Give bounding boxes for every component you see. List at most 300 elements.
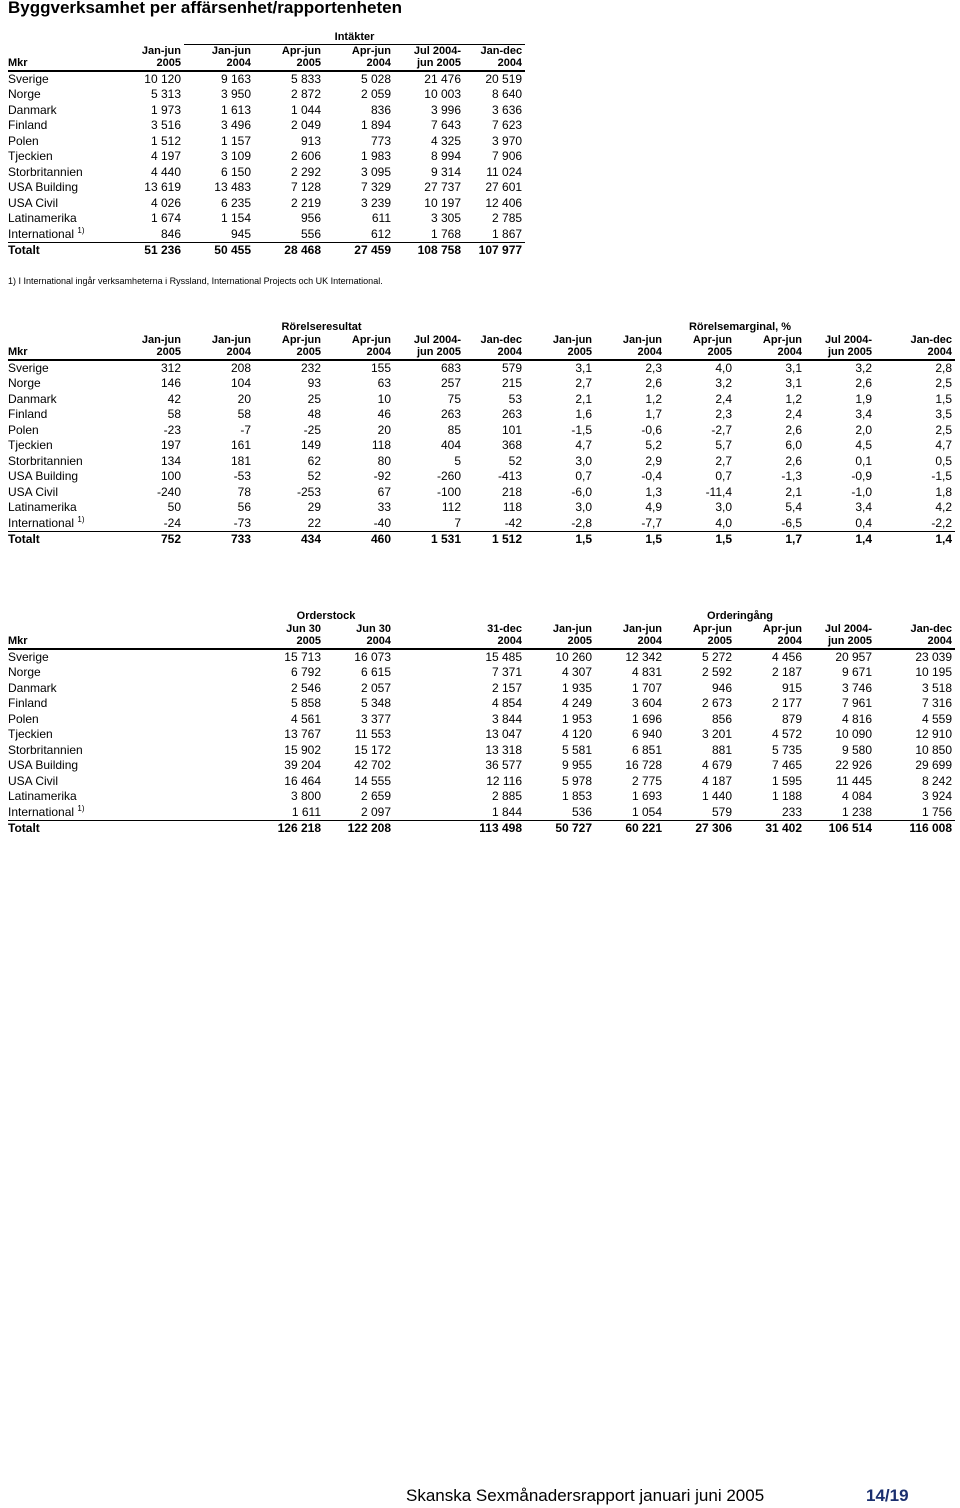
column-header xyxy=(324,45,394,72)
total-cell: 752 xyxy=(160,531,181,546)
table-cell: 5 581 xyxy=(561,742,593,757)
table-cell: -92 xyxy=(373,469,391,484)
table-cell: 1 440 xyxy=(701,789,733,804)
table-cell: 13 318 xyxy=(485,742,523,757)
total-cell: 107 977 xyxy=(478,242,523,257)
table-cell: 3,1 xyxy=(575,361,593,375)
table-cell: 3 305 xyxy=(430,211,461,226)
row-label-text: Finland xyxy=(8,118,48,133)
table-cell: 2,6 xyxy=(855,376,873,391)
table-cell: 232 xyxy=(300,361,321,375)
column-header-line1: Jan-dec xyxy=(910,623,953,635)
table-row xyxy=(8,681,955,696)
table-cell: 4,5 xyxy=(855,438,873,453)
table-cell: 11 445 xyxy=(836,773,873,788)
total-label: Totalt xyxy=(8,242,40,257)
row-label xyxy=(8,805,188,821)
spacer xyxy=(8,30,118,45)
column-header-line1: Apr-jun xyxy=(351,45,391,57)
column-header xyxy=(805,334,875,360)
table-cell: 4 120 xyxy=(561,727,593,742)
table-cell: 263 xyxy=(440,407,461,422)
table-cell: 2 546 xyxy=(290,680,321,695)
row-label xyxy=(8,71,118,87)
column-header-line1: 31-dec xyxy=(487,623,523,635)
column-header-line1: Jul 2004- xyxy=(824,334,873,346)
total-cell: 122 208 xyxy=(347,820,391,835)
column-header-line2: 2005 xyxy=(707,346,733,358)
total-row xyxy=(8,531,955,547)
row-label xyxy=(8,649,188,665)
table-cell: 2,6 xyxy=(645,376,663,391)
table-cell: 2 872 xyxy=(290,87,321,102)
total-cell: 51 236 xyxy=(144,242,181,257)
table-cell: -11,4 xyxy=(705,484,733,499)
table-cell: 67 xyxy=(377,484,391,499)
table-cell: -1,5 xyxy=(931,469,953,484)
table-cell: 6 851 xyxy=(631,742,663,757)
total-cell: 1,7 xyxy=(785,531,803,546)
table-row xyxy=(8,423,955,438)
row-label-text: USA Building xyxy=(8,469,79,484)
table-cell: 4 816 xyxy=(841,711,873,726)
column-header-line1: Jan-jun xyxy=(141,334,181,346)
table-cell: 20 xyxy=(377,422,391,437)
table-cell: 2 097 xyxy=(324,805,394,821)
row-label-text: USA Building xyxy=(8,758,79,773)
row-label xyxy=(8,485,118,500)
footnote-ref: 1) xyxy=(77,514,85,524)
row-label xyxy=(8,516,118,532)
row-label xyxy=(8,407,118,422)
row-label xyxy=(8,165,118,180)
column-header-line1: Jan-jun xyxy=(622,334,663,346)
total-cell: 116 008 xyxy=(909,820,953,835)
table-row xyxy=(8,469,955,484)
column-header xyxy=(805,623,875,649)
column-header-line1: Apr-jun xyxy=(762,334,803,346)
column-header-line2: jun 2005 xyxy=(828,346,873,358)
table-cell: -260 xyxy=(436,469,461,484)
column-header xyxy=(464,45,525,72)
table-cell: 4 026 xyxy=(150,195,181,210)
column-header-line2: 2004 xyxy=(366,57,391,69)
table-cell: 233 xyxy=(735,805,805,821)
table-cell: 2,7 xyxy=(575,376,593,391)
row-label xyxy=(8,665,188,680)
table-cell: 2,1 xyxy=(785,484,803,499)
table-cell: 85 xyxy=(447,422,461,437)
total-cell: 27 306 xyxy=(695,820,733,835)
table-cell: 10 260 xyxy=(555,650,593,664)
table-cell: 1 696 xyxy=(631,711,663,726)
column-header xyxy=(665,334,735,360)
table-cell: -1,3 xyxy=(781,469,803,484)
table-cell: 27 601 xyxy=(485,180,523,195)
table-row xyxy=(8,71,525,87)
row-label-text: International xyxy=(8,515,75,530)
column-header xyxy=(735,334,805,360)
table-cell: 3 996 xyxy=(430,102,461,117)
table-cell: 100 xyxy=(160,469,181,484)
column-header-line2: 2004 xyxy=(497,635,523,647)
table-cell: 12 406 xyxy=(485,195,523,210)
table-cell: 4,7 xyxy=(575,438,593,453)
table-row xyxy=(8,376,955,391)
table-cell: 58 xyxy=(167,407,181,422)
row-label xyxy=(8,743,188,758)
table-cell: 16 464 xyxy=(284,773,321,788)
row-label xyxy=(8,118,118,133)
table-row xyxy=(8,712,955,727)
table-cell: 1 188 xyxy=(771,789,803,804)
table-cell: 579 xyxy=(665,805,735,821)
row-label xyxy=(8,696,188,711)
column-header xyxy=(665,623,735,649)
table-cell: 2 049 xyxy=(290,118,321,133)
table-cell: 3 970 xyxy=(492,133,523,148)
column-header-line1: Jul 2004- xyxy=(413,334,461,346)
total-cell: 28 468 xyxy=(284,242,321,257)
row-label-text: Storbritannien xyxy=(8,453,83,468)
table-cell: 15 902 xyxy=(284,742,321,757)
table-cell: 3,0 xyxy=(575,500,593,515)
column-header-line1: Jan-dec xyxy=(480,45,523,57)
unit-label: Mkr xyxy=(8,45,118,72)
table-cell: 1 512 xyxy=(150,133,181,148)
table-cell: 1,5 xyxy=(935,391,953,406)
table-cell: 118 xyxy=(371,438,391,453)
table-cell: 2 775 xyxy=(631,773,663,788)
order-table xyxy=(8,609,955,836)
total-cell: 50 455 xyxy=(214,242,251,257)
table-row xyxy=(8,438,955,453)
column-header-line2: 2004 xyxy=(777,346,803,358)
table-cell: 16 728 xyxy=(625,758,663,773)
table-row xyxy=(8,392,955,407)
row-label-text: Latinamerika xyxy=(8,500,77,515)
row-label-text: Finland xyxy=(8,696,48,711)
column-header-row xyxy=(8,334,955,360)
total-cell: 113 498 xyxy=(479,820,523,835)
row-label-text: Tjeckien xyxy=(8,438,53,453)
column-header-line1: Jan-jun xyxy=(622,623,663,635)
row-label xyxy=(8,423,118,438)
column-header xyxy=(324,623,394,649)
table-cell: 1 674 xyxy=(150,211,181,226)
row-label xyxy=(8,469,118,484)
table-cell: 15 713 xyxy=(284,650,321,664)
column-header-line2: 2004 xyxy=(777,635,803,647)
table-row xyxy=(8,743,955,758)
column-header-line1: Apr-jun xyxy=(281,45,321,57)
spacer xyxy=(8,320,118,334)
row-label-text: Sverige xyxy=(8,361,49,375)
table-cell: 6 150 xyxy=(220,164,251,179)
table-cell: 48 xyxy=(307,407,321,422)
table-cell: 33 xyxy=(377,500,391,515)
table-cell: 263 xyxy=(502,407,523,422)
table-cell: 2 785 xyxy=(492,211,523,226)
table-cell: 13 619 xyxy=(144,180,181,195)
row-label xyxy=(8,727,188,742)
table-cell: 42 702 xyxy=(354,758,391,773)
table-cell: 11 024 xyxy=(486,164,523,179)
column-header-line1: Jan-jun xyxy=(141,45,181,57)
table-cell: 1,3 xyxy=(645,484,663,499)
total-label: Totalt xyxy=(8,820,40,835)
table-cell: 10 120 xyxy=(144,72,181,86)
total-cell: 27 459 xyxy=(354,242,391,257)
table-cell: -1,5 xyxy=(571,422,593,437)
column-header-line1: Jan-jun xyxy=(211,334,251,346)
table-row xyxy=(8,516,955,532)
column-header-line1: Jan-jun xyxy=(552,623,593,635)
table-cell: 3,4 xyxy=(855,500,873,515)
column-header-line2: 2005 xyxy=(156,346,181,358)
table-cell: 8 994 xyxy=(430,149,461,164)
table-cell: 13 047 xyxy=(485,727,523,742)
table-cell: 3 950 xyxy=(220,87,251,102)
table-cell: 10 850 xyxy=(915,742,953,757)
table-cell: 1 756 xyxy=(875,805,955,821)
total-cell: 1,5 xyxy=(645,531,663,546)
table-row xyxy=(8,87,525,102)
footnote: 1) I International ingår verksamheterna i Ryssland, International Projects och UK International. xyxy=(8,276,383,286)
row-label-text: Polen xyxy=(8,711,39,726)
unit-label: Mkr xyxy=(8,623,188,649)
row-label xyxy=(8,360,118,376)
table-cell: 3 844 xyxy=(491,711,523,726)
column-header-line2: jun 2005 xyxy=(827,635,873,647)
group-header-row xyxy=(8,320,955,334)
table-cell: 4,0 xyxy=(665,516,735,532)
table-cell: 1 973 xyxy=(150,102,181,117)
row-label-text: Sverige xyxy=(8,650,49,664)
table-cell: -6,0 xyxy=(571,484,593,499)
table-cell: 4 197 xyxy=(150,149,181,164)
row-label xyxy=(8,196,118,211)
column-header-line2: 2004 xyxy=(366,635,391,647)
table-cell: 101 xyxy=(502,422,523,437)
column-header xyxy=(394,623,464,649)
total-cell: 460 xyxy=(370,531,391,546)
table-row xyxy=(8,789,955,804)
total-cell: 106 514 xyxy=(828,820,873,835)
group-title: Intäkter xyxy=(184,30,525,45)
table-cell: 5,2 xyxy=(645,438,663,453)
table-cell: 2 177 xyxy=(771,696,803,711)
table-cell: 7 xyxy=(394,516,464,532)
table-cell: 5,4 xyxy=(785,500,803,515)
table-cell: 4 249 xyxy=(561,696,593,711)
row-label-text: Latinamerika xyxy=(8,789,77,804)
table-cell: 3 516 xyxy=(150,118,181,133)
total-cell: 50 727 xyxy=(555,820,593,835)
footnote-ref: 1) xyxy=(77,225,85,235)
table-row xyxy=(8,649,955,665)
table-cell: 5 xyxy=(454,453,461,468)
table-row xyxy=(8,196,525,211)
table-cell: 1 157 xyxy=(220,133,251,148)
table-cell: 9 671 xyxy=(841,665,873,680)
table-cell: 9 163 xyxy=(220,72,251,86)
table-cell: 3 496 xyxy=(220,118,251,133)
table-cell: 75 xyxy=(447,391,461,406)
row-label-text: Polen xyxy=(8,422,39,437)
table-cell: 1 853 xyxy=(561,789,593,804)
table-cell xyxy=(394,696,464,711)
table-cell: 2,1 xyxy=(575,391,593,406)
table-cell: 4 831 xyxy=(631,665,663,680)
column-header-row xyxy=(8,45,525,72)
column-header xyxy=(324,334,394,360)
page-title: Byggverksamhet per affärsenhet/rapportenheten xyxy=(8,0,402,17)
table-cell: 4 084 xyxy=(841,789,873,804)
total-cell: 1,4 xyxy=(935,531,953,546)
table-cell: 27 737 xyxy=(424,180,461,195)
group-title-right: Orderingång xyxy=(707,610,774,622)
table-row xyxy=(8,454,955,469)
table-cell: -7 xyxy=(240,422,251,437)
table-cell: 3,0 xyxy=(575,453,593,468)
table-cell: 1 611 xyxy=(188,805,324,821)
table-cell: 2 059 xyxy=(360,87,391,102)
table-cell: 197 xyxy=(160,438,181,453)
table-cell: 56 xyxy=(237,500,251,515)
table-row xyxy=(8,103,525,118)
column-header xyxy=(464,623,525,649)
column-header xyxy=(595,334,665,360)
column-header-line1: Jan-dec xyxy=(480,334,523,346)
table-cell: 1 154 xyxy=(220,211,251,226)
column-header-line2: 2005 xyxy=(296,346,321,358)
table-cell: 879 xyxy=(781,711,803,726)
table-cell: 10 090 xyxy=(835,727,873,742)
table-cell: 215 xyxy=(502,376,523,391)
column-header-row xyxy=(8,623,955,649)
row-label-text: Danmark xyxy=(8,391,57,406)
table-cell: 4 679 xyxy=(701,758,733,773)
table-row xyxy=(8,665,955,680)
table-cell: 10 195 xyxy=(915,665,953,680)
table-cell: 4 307 xyxy=(561,665,593,680)
row-label-text: Latinamerika xyxy=(8,211,77,226)
table-cell: 4 325 xyxy=(430,133,461,148)
table-cell: 2,6 xyxy=(785,422,803,437)
table-cell: 1 894 xyxy=(360,118,391,133)
column-header-line2: 2004 xyxy=(226,346,251,358)
table-cell: 2,5 xyxy=(935,422,953,437)
table-cell: 1,7 xyxy=(645,407,663,422)
table-cell: 4 561 xyxy=(290,711,321,726)
table-cell: 312 xyxy=(160,361,181,375)
column-header-line2: 2005 xyxy=(567,346,593,358)
table-cell: 846 xyxy=(118,227,184,243)
row-label xyxy=(8,134,118,149)
total-cell: 1 531 xyxy=(430,531,461,546)
table-cell: 181 xyxy=(230,453,251,468)
table-cell: 0,4 xyxy=(805,516,875,532)
row-label xyxy=(8,376,118,391)
row-label-text: Norge xyxy=(8,665,41,680)
table-cell: 6 792 xyxy=(290,665,321,680)
table-cell: 3 800 xyxy=(290,789,321,804)
table-cell: -2,8 xyxy=(525,516,595,532)
table-cell: 3,2 xyxy=(715,376,733,391)
table-cell: 1 595 xyxy=(771,773,803,788)
row-label-text: Polen xyxy=(8,133,39,148)
table-cell: -100 xyxy=(436,484,461,499)
table-row xyxy=(8,758,955,773)
table-cell: 10 003 xyxy=(424,87,461,102)
table-cell: 23 039 xyxy=(915,650,953,664)
table-cell: 118 xyxy=(502,500,523,515)
column-header-line2: 2005 xyxy=(567,635,593,647)
page-footer xyxy=(406,1486,909,1506)
table-cell: 2 292 xyxy=(290,164,321,179)
row-label xyxy=(8,774,188,789)
column-header-line1: Apr-jun xyxy=(692,334,733,346)
total-cell xyxy=(394,820,464,836)
column-header-line1: Apr-jun xyxy=(692,623,733,635)
table-cell: 93 xyxy=(307,376,321,391)
table-cell: 7 906 xyxy=(492,149,523,164)
table-cell: -7,7 xyxy=(595,516,665,532)
table-cell: 1,9 xyxy=(855,391,873,406)
table-cell: 1 983 xyxy=(360,149,391,164)
table-cell: 2,4 xyxy=(715,391,733,406)
table-cell: -2,7 xyxy=(711,422,733,437)
table-cell: -40 xyxy=(324,516,394,532)
table-cell: 1 054 xyxy=(595,805,665,821)
table-cell: 62 xyxy=(307,453,321,468)
table-cell: 6 235 xyxy=(220,195,251,210)
table-cell: 149 xyxy=(300,438,321,453)
table-cell xyxy=(394,681,464,696)
row-label-text: Danmark xyxy=(8,680,57,695)
column-header-line1: Jan-jun xyxy=(552,334,593,346)
total-cell: 1,4 xyxy=(855,531,873,546)
table-cell xyxy=(394,743,464,758)
table-cell: 2,8 xyxy=(935,361,953,375)
table-cell: 3 201 xyxy=(701,727,733,742)
table-cell: 2,5 xyxy=(935,376,953,391)
table-cell: 50 xyxy=(167,500,181,515)
table-cell: 683 xyxy=(440,361,461,375)
page-number: 14/19 xyxy=(866,1486,909,1505)
table-cell: 2,4 xyxy=(785,407,803,422)
row-label xyxy=(8,454,118,469)
total-row xyxy=(8,242,525,258)
total-cell: 733 xyxy=(230,531,251,546)
table-row xyxy=(8,727,955,742)
operating-result-table xyxy=(8,320,955,547)
table-cell: 404 xyxy=(440,438,461,453)
table-cell: 21 476 xyxy=(424,72,461,86)
table-cell: 536 xyxy=(525,805,595,821)
table-cell: 836 xyxy=(370,102,391,117)
table-row xyxy=(8,500,955,515)
table-cell: 0,7 xyxy=(575,469,593,484)
table-cell: 7 465 xyxy=(771,758,803,773)
table-cell: 9 314 xyxy=(430,164,461,179)
row-label-text: USA Civil xyxy=(8,484,59,499)
table-cell: 3,0 xyxy=(715,500,733,515)
table-cell: 881 xyxy=(711,742,733,757)
table-cell: -53 xyxy=(233,469,251,484)
table-cell: 3 377 xyxy=(360,711,391,726)
